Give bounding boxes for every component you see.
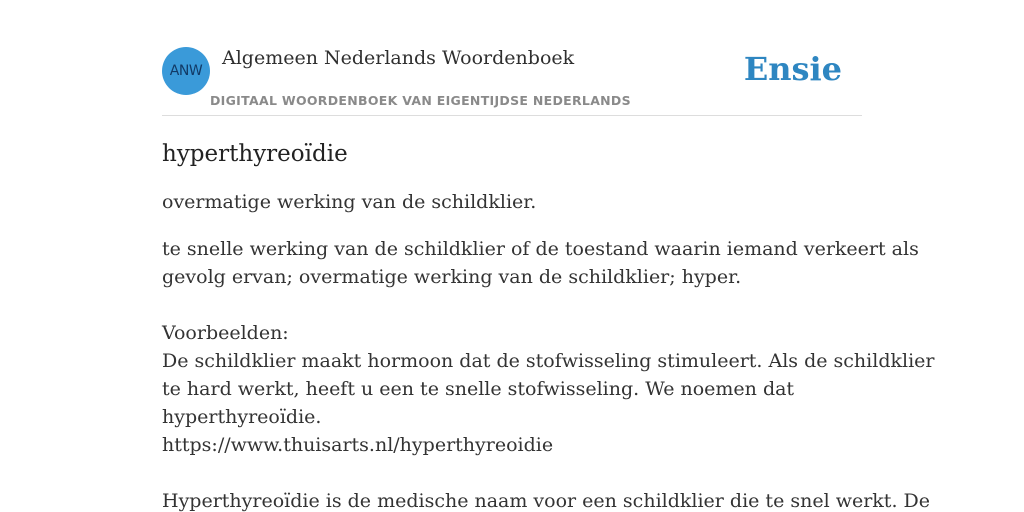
entry-content	[162, 136, 935, 512]
site-title[interactable]: Algemeen Nederlands Woordenboek	[222, 47, 575, 69]
ensie-brand-link[interactable]: Ensie	[743, 50, 842, 88]
spacer	[162, 459, 862, 487]
site-header	[162, 40, 862, 116]
short-definition: overmatige werking van de schildklier.	[162, 191, 537, 213]
definition-line: te snelle werking van de schildklier of de toestand waarin iemand verkeert als	[162, 238, 919, 260]
spacer	[162, 291, 862, 319]
example-source: https://www.thuisarts.nl/hyperthyreoidie	[162, 434, 554, 456]
example-line: Hyperthyreoïdie is de medische naam voor een schildklier die te snel werkt. De	[162, 490, 930, 512]
anw-logo[interactable]: ANW	[162, 47, 210, 95]
header-divider	[162, 115, 862, 116]
definition-line: gevolg ervan; overmatige werking van de schildklier; hyper.	[162, 266, 742, 288]
example-line: hyperthyreoïdie.	[162, 406, 322, 428]
example-line: te hard werkt, heeft u een te snelle stofwisseling. We noemen dat	[162, 378, 795, 400]
long-definition	[162, 235, 935, 512]
examples-label: Voorbeelden:	[162, 322, 289, 344]
example-line: De schildklier maakt hormoon dat de stofwisseling stimuleert. Als de schildklier	[162, 350, 935, 372]
entry-headword: hyperthyreoïdie	[162, 141, 348, 167]
site-subtitle: DIGITAAL WOORDENBOEK VAN EIGENTIJDSE NEDERLANDS	[210, 93, 631, 108]
